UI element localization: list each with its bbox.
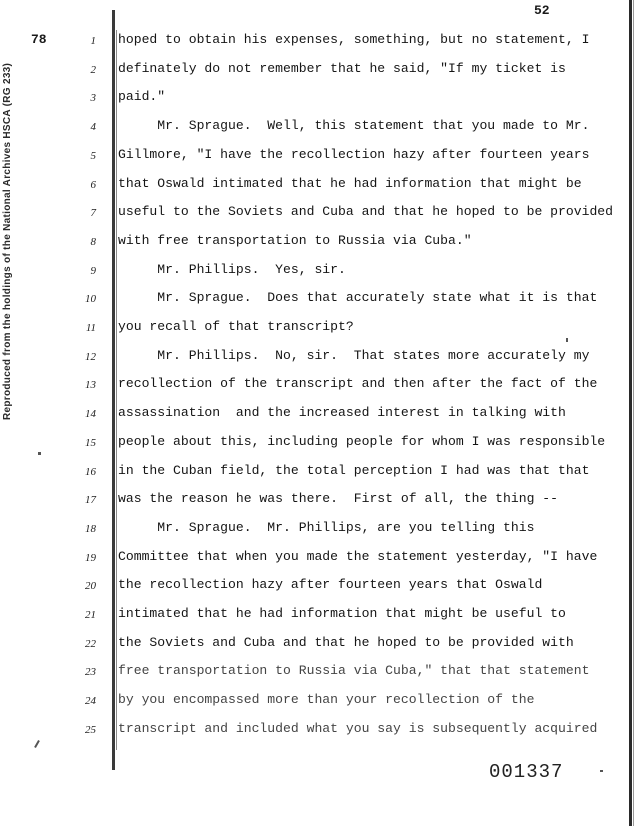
transcript-line: the Soviets and Cuba and that he hoped to be provided with [118,634,574,650]
transcript-line: intimated that he had information that might be useful to [118,606,566,621]
transcript-line: free transportation to Russia via Cuba," that that statement [118,663,590,679]
transcript-line: recollection of the transcript and then after the fact of the [118,376,598,392]
transcript-line: Mr. Sprague. Mr. Phillips, are you telling this [118,519,535,535]
line-number: 10 [85,293,96,306]
transcript-line: people about this, including people for whom I was responsible [118,433,606,449]
transcript-line: paid." [118,89,166,105]
line-number: 12 [85,350,96,363]
transcript-line: Committee that when you made the statement yesterday, "I have [118,548,598,564]
transcript-line: in the Cuban field, the total perception I had was that that [118,462,590,478]
line-number: 9 [90,264,96,277]
line-number: 16 [85,465,96,478]
left-margin-tag: 78 [31,32,47,47]
right-edge-rule [629,0,632,826]
left-margin-rule-inner [116,30,117,750]
line-number: 25 [85,723,96,736]
transcript-line: assassination and the increased interest in talking with [118,405,566,421]
line-number: 18 [85,522,96,535]
right-edge-rule-inner [633,0,634,826]
scan-speck [566,338,568,342]
transcript-line: definately do not remember that he said, "If my ticket is [118,60,566,76]
transcript-line: Mr. Phillips. No, sir. That states more accurately my [118,347,590,363]
line-number: 13 [85,379,96,392]
line-number: 15 [85,436,96,449]
line-number: 1 [90,35,96,47]
line-number: 22 [85,637,96,650]
line-number: 4 [90,121,96,134]
line-number: 24 [85,695,96,708]
transcript-line: that Oswald intimated that he had information that might be [118,175,582,191]
scan-speck [38,452,41,455]
line-number: 7 [90,207,96,220]
transcript-line: transcript and included what you say is subsequently acquired [118,720,598,736]
scan-speck [600,770,603,772]
line-number: 3 [90,92,96,105]
page-number: 52 [534,3,550,18]
transcript-line: by you encompassed more than your recollection of the [118,692,535,708]
line-number: 17 [85,494,96,507]
archives-side-stamp: Reproduced from the holdings of the National Archives HSCA (RG 233) [2,62,13,420]
document-id-stamp: 001337 [489,761,564,783]
line-number: 21 [85,609,96,621]
transcript-line: with free transportation to Russia via Cuba." [118,232,472,248]
transcript-line: Mr. Sprague. Does that accurately state what it is that [118,290,598,306]
left-margin-rule [112,10,115,770]
line-number: 8 [90,235,96,248]
transcript-line: the recollection hazy after fourteen years that Oswald [118,577,543,593]
line-number: 6 [90,178,96,191]
line-number: 14 [85,408,96,421]
line-number: 20 [85,580,96,593]
transcript-line: Mr. Sprague. Well, this statement that you made to Mr. [118,118,590,134]
line-number: 23 [85,666,96,679]
transcript-line: hoped to obtain his expenses, something, but no statement, I [118,32,590,47]
line-number: 19 [85,551,96,564]
line-number: 5 [90,149,96,162]
transcript-line: Mr. Phillips. Yes, sir. [118,261,346,277]
transcript-line: Gillmore, "I have the recollection hazy after fourteen years [118,146,590,162]
scan-speck [34,740,40,748]
transcript-line: you recall of that transcript? [118,319,354,334]
line-number: 2 [90,63,96,76]
line-number: 11 [85,322,96,334]
transcript-line: was the reason he was there. First of all, the thing -- [118,491,559,507]
transcript-line: useful to the Soviets and Cuba and that he hoped to be provided [118,204,614,220]
